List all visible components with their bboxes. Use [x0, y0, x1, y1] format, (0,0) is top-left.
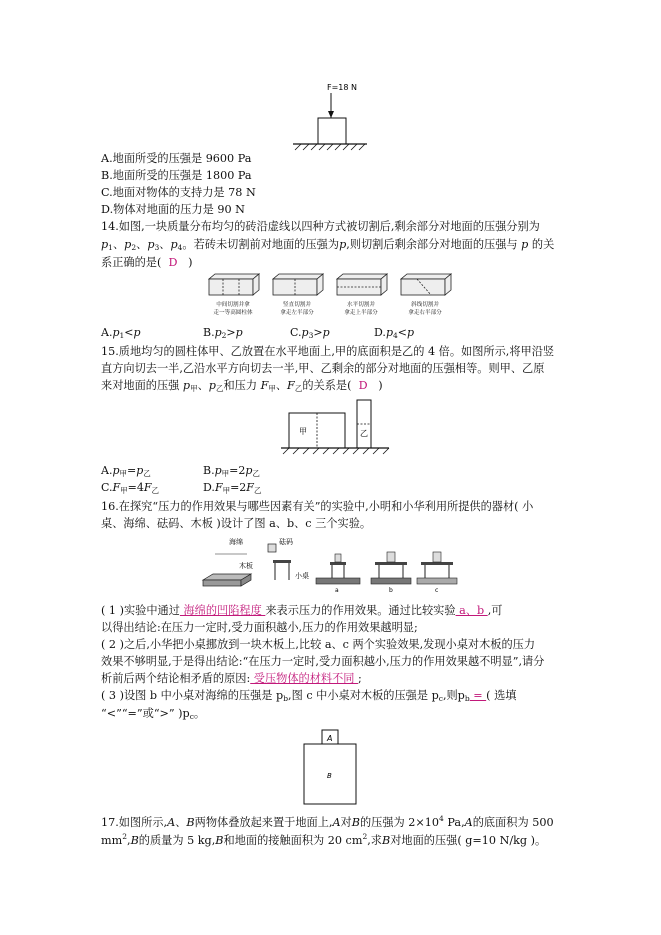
q17-figure	[300, 728, 362, 810]
q16-line1: 16.在探究“压力的作用效果与哪些因素有关”的实验中,小明和小华利用所提供的器材( 小	[101, 500, 534, 513]
brick-4	[401, 274, 451, 295]
q13-option-b: B.地面所受的压强是 1800 Pa	[101, 169, 252, 182]
q14-line1: 14.如图,一块质量分布均匀的砖沿虚线以四种方式被切割后,剩余部分对地面的压强分别为	[101, 220, 540, 233]
label-board: 木板	[239, 562, 253, 570]
caption-3b: 拿走上半部分	[344, 310, 378, 316]
q16-answer-3: 受压物体的材料不同	[250, 672, 359, 685]
force-label: F=18 N	[327, 83, 358, 92]
q14-figure	[203, 271, 453, 323]
caption-4a: 斜线切割并	[411, 302, 439, 308]
q14-line2: $p_1$、$p_2$、$p_3$、$p_4$。若砖未切割前对地面的压强为p,则切割后剩余部分对地面的压强与 p 的关	[101, 238, 555, 252]
q14-option-d: $D.p_4<p$	[374, 326, 415, 340]
q15-option-a: $A.p_甲=p_乙$	[101, 464, 151, 478]
ground-hatch	[295, 144, 365, 150]
q16-answer-1: 海绵的凹陷程度	[179, 604, 266, 617]
q14-option-b: $B.p_2>p$	[203, 326, 243, 340]
block	[318, 118, 346, 144]
q15-answer: D	[358, 379, 368, 392]
label-table: 小桌	[295, 572, 309, 580]
caption-1b: 走一等高圆柱体	[213, 310, 253, 316]
label-yi: 乙	[360, 429, 368, 438]
label-b: B	[327, 772, 332, 780]
q15-option-c: $C.F_甲=4F_乙$	[101, 481, 160, 495]
caption-4b: 拿走右半部分	[408, 310, 442, 316]
q16-part2-line3: 析前后两个结论相矛盾的原因: 受压物体的材料不同 ;	[101, 672, 362, 685]
q16-part1-line1: ( 1 )实验中通过 海绵的凹陷程度 来表示压力的作用效果。通过比较实验 a、b ,可	[101, 604, 503, 617]
q13-option-d: D.物体对地面的压力是 90 N	[101, 203, 245, 216]
label-sponge: 海绵	[229, 538, 243, 546]
q15-option-d: $D.F_甲=2F_乙$	[203, 481, 262, 495]
q16-figure	[199, 534, 461, 592]
label-b: b	[389, 587, 393, 592]
q15-line1: 15.质地均匀的圆柱体甲、乙放置在水平地面上,甲的底面积是乙的 4 倍。如图所示,将甲沿竖	[101, 345, 555, 358]
q13-option-a: A.地面所受的压强是 9600 Pa	[101, 152, 252, 165]
q14-line3: 系正确的是( D )	[101, 256, 193, 269]
brick-2	[273, 274, 323, 295]
label-a: a	[335, 587, 339, 592]
q15-figure	[281, 396, 393, 458]
label-c: c	[435, 587, 439, 592]
caption-1a: 中间切割并拿	[216, 302, 250, 308]
label-a: A	[327, 734, 333, 743]
caption-2a: 竖直切割并	[283, 302, 311, 308]
brick-3	[337, 274, 387, 295]
weight-block	[268, 544, 276, 552]
q15-line2: 直方向切去一半,乙沿水平方向切去一半,甲、乙剩余的部分对地面的压强相等。则甲、乙原	[101, 362, 545, 375]
q16-part2-line1: ( 2 )之后,小华把小桌挪放到一块木板上,比较 a、c 两个实验效果,发现小桌对木板的压力	[101, 638, 536, 651]
q16-part3-line2: “<”“=”或“>” )$p_c$。	[101, 707, 206, 721]
q14-answer: D	[168, 256, 178, 269]
q17-line1: 17.如图所示,A、B两物体叠放起来置于地面上,A对B的压强为 $2\times 10^4$ Pa,A的底面积为 500	[101, 814, 554, 829]
q17-line2: $mm^2,B$的质量为 5 kg,B和地面的接触面积为 20 $cm^2$,求B对地面的压强( g=10 N/kg )。	[101, 832, 547, 847]
q15-option-b: $B.p_甲=2p_乙$	[203, 464, 260, 478]
q15-line3: 来对地面的压强 $p_甲$、$p_乙$和压力 $F_甲$、$F_乙$的关系是( D )	[101, 379, 383, 393]
label-jia: 甲	[299, 427, 307, 436]
q14-option-c: $C.p_3>p$	[290, 326, 330, 340]
brick-1	[209, 274, 259, 295]
caption-3a: 水平切割并	[347, 302, 375, 308]
q16-part1-line2: 以得出结论:在压力一定时,受力面积越小,压力的作用效果越明显;	[101, 621, 418, 634]
q13-option-c: C.地面对物体的支持力是 78 N	[101, 186, 256, 199]
label-weight: 砝码	[279, 538, 293, 546]
q16-part3-line1: ( 3 )设图 b 中小桌对海绵的压强是 $p_b$,图 c 中小桌对木板的压强是 $p_c$,则$p_b$ = ( 选填	[101, 689, 517, 703]
q13-figure	[285, 78, 375, 156]
q16-part2-line2: 效果不够明显,于是得出结论:“在压力一定时,受力面积越小,压力的作用效果越不明显”,请分	[101, 655, 545, 668]
q16-answer-4: =	[469, 689, 487, 702]
q14-option-a: $A.p_1<p$	[101, 326, 141, 340]
q16-line2: 桌、海绵、砝码、木板 )设计了图 a、b、c 三个实验。	[101, 517, 372, 530]
q16-answer-2: a、b	[455, 604, 488, 617]
caption-2b: 拿走左半部分	[280, 310, 314, 316]
force-arrowhead	[328, 111, 334, 118]
